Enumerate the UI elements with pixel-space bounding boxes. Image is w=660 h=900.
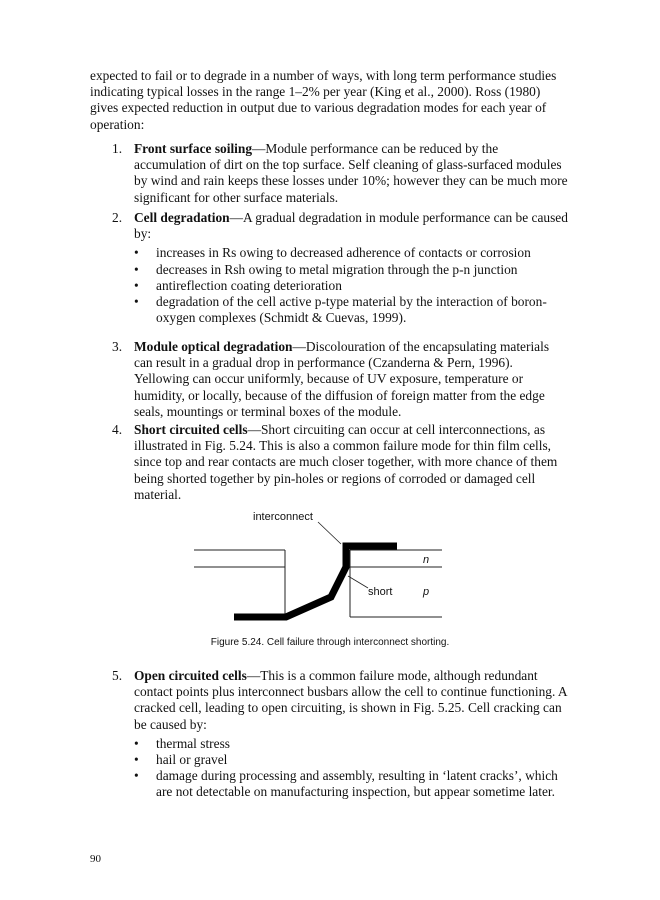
list-item-2 [90,210,570,326]
label-p: p [423,586,430,598]
list-item-5 [90,668,570,801]
bullet-item: • antireflection coating deterioration [134,277,342,293]
bullet-item: • damage during processing and assembly, resulting in ‘latent cracks’, which are not detectable on manufacturing inspection, but appear sometime later. [134,768,558,800]
page-number: 90 [90,853,101,865]
item-title: Open circuited cells [134,668,247,683]
list-item-1 [90,141,570,206]
item-text: —This is a common failure mode, although redundant contact points plus interconnect busbars allow the cell to continue functioning. A cracked cell, leading to open circuiting, is shown in Fig. 5.25. Cell cracking can be caused by: [134,668,567,732]
item-number: 2. [112,210,123,225]
bullet-item: • hail or gravel [134,752,228,768]
item-text: —Discolouration of the encapsulating materials can result in a gradual drop in performance (Czanderna & Pern, 1996). Yellowing can occur uniformly, because of UV exposure, temperature or humidity, or locally, because of the diffusion of foreign matter from the edge seals, mountings or terminal boxes of the module. [134,339,550,419]
item-text: —Module performance can be reduced by the accumulation of dirt on the top surface. Self cleaning of glass-surfaced modules by wind and rain keeps these losses under 10%; however they can be much more significant for other surface materials. [134,141,568,205]
interconnect-strip [234,546,397,617]
item-text: —A gradual degradation in module performance can be caused by: [134,210,568,242]
item-number: 4. [112,422,123,437]
bullet-item: • increases in Rs owing to decreased adherence of contacts or corrosion [134,245,531,261]
list-item-3 [90,339,570,420]
item-title: Short circuited cells [134,422,248,437]
label-n: n [423,554,430,566]
figure-caption: Figure 5.24. Cell failure through interconnect shorting. [210,637,450,648]
item-title: Cell degradation [134,210,230,225]
bullet-item: • decreases in Rsh owing to metal migration through the p-n junction [134,261,518,277]
item-title: Module optical degradation [134,339,293,354]
item-text: —Short circuiting can occur at cell interconnections, as illustrated in Fig. 5.24. This is also a common failure mode for thin film cells, since top and rear contacts are much closer together, with more chance of them being shorted together by pin-holes or regions of corroded or damaged cell material. [134,422,558,502]
item-title: Front surface soiling [134,141,253,156]
label-short: short [368,586,393,598]
interconnect-diagram [190,510,450,630]
list-item-4 [90,422,570,503]
bullet-item: • degradation of the cell active p-type material by the interaction of boron-oxygen complexes (Schmidt & Cuevas, 1999). [134,294,547,326]
item-number: 1. [112,141,123,156]
figure-5-24 [190,510,450,630]
intro-paragraph: expected to fail or to degrade in a number of ways, with long term performance studies indicating typical losses in the range 1–2% per year (King et al., 2000). Ross (1980) gives expected reduction in output due to various degradation modes for each year of operation: [90,68,557,132]
item-number: 3. [112,339,123,354]
short-leader [348,576,368,588]
bullet-item: • thermal stress [134,735,231,751]
item-number: 5. [112,668,123,683]
interconnect-leader [318,522,341,544]
label-interconnect: interconnect [253,511,313,523]
